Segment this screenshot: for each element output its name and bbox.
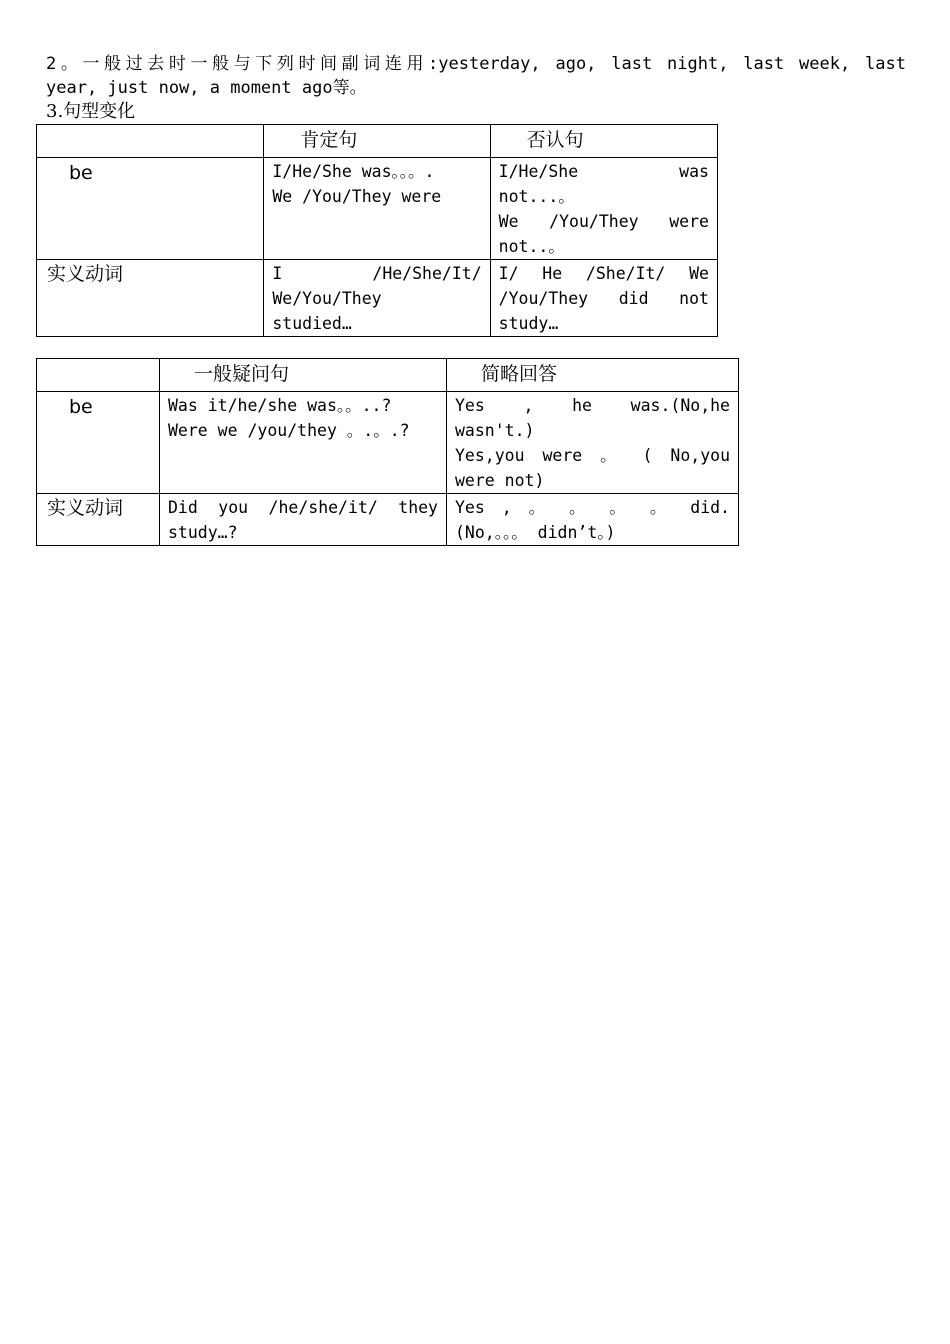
table-line: /You/They did not: [498, 289, 709, 308]
question-answer-table: [36, 358, 739, 546]
table2-row-label-be: be: [37, 392, 160, 494]
table2-be-answer: [447, 392, 739, 494]
table2-header-answer: 简略回答: [447, 359, 739, 392]
table-line: (No,。。。 didn’t。): [455, 523, 616, 542]
table-line: study…?: [168, 523, 238, 542]
table-line: Did you /he/she/it/ they: [168, 498, 438, 517]
table-line: Yes , 。 。 。 。 did.: [455, 498, 730, 517]
table-line: study…: [498, 314, 559, 333]
table-line: Were we /you/they 。.。.?: [168, 421, 410, 440]
table1-header-negative: 否认句: [490, 125, 717, 158]
table1-row-label-verb: 实义动词: [37, 260, 264, 337]
intro-line-1: 2。一般过去时一般与下列时间副词连用:yesterday, ago, last night, last week, last: [46, 54, 906, 74]
table1-be-negative: [490, 158, 717, 260]
table1-verb-affirmative: [264, 260, 490, 337]
table-line: I/He/She was: [498, 162, 709, 181]
table2-be-question: [160, 392, 447, 494]
table-line: We /You/They were: [272, 187, 442, 206]
section-heading: 3.句型变化: [46, 101, 136, 122]
table2-header-empty: [37, 359, 160, 392]
table-line: I /He/She/It/: [272, 264, 482, 283]
table2-verb-question: [160, 494, 447, 546]
table1-be-affirmative: [264, 158, 490, 260]
table2-verb-answer: [447, 494, 739, 546]
table-line: I/ He /She/It/ We: [498, 264, 709, 283]
table1-header-empty: [37, 125, 264, 158]
table-line: I/He/She was。。。.: [272, 162, 435, 181]
sentence-pattern-table: [36, 124, 718, 337]
table2-header-question: 一般疑问句: [160, 359, 447, 392]
table1-header-affirmative: 肯定句: [264, 125, 490, 158]
table-line: We/You/They: [272, 289, 382, 308]
table-line: not..。: [498, 237, 565, 256]
table-line: wasn't.): [455, 421, 535, 440]
table-line: We /You/They were: [498, 212, 709, 231]
table-line: Was it/he/she was。。..?: [168, 396, 392, 415]
table-line: not...。: [498, 187, 575, 206]
intro-line-2: year, just now, a moment ago等。: [46, 78, 367, 98]
intro-paragraph: [46, 52, 906, 100]
table-line: were not): [455, 471, 545, 490]
table-line: Yes , he was.(No,he: [455, 396, 730, 415]
table-line: studied…: [272, 314, 352, 333]
table1-verb-negative: [490, 260, 717, 337]
table-line: Yes,you were 。 ( No,you: [455, 446, 730, 465]
table1-row-label-be: be: [37, 158, 264, 260]
table2-row-label-verb: 实义动词: [37, 494, 160, 546]
